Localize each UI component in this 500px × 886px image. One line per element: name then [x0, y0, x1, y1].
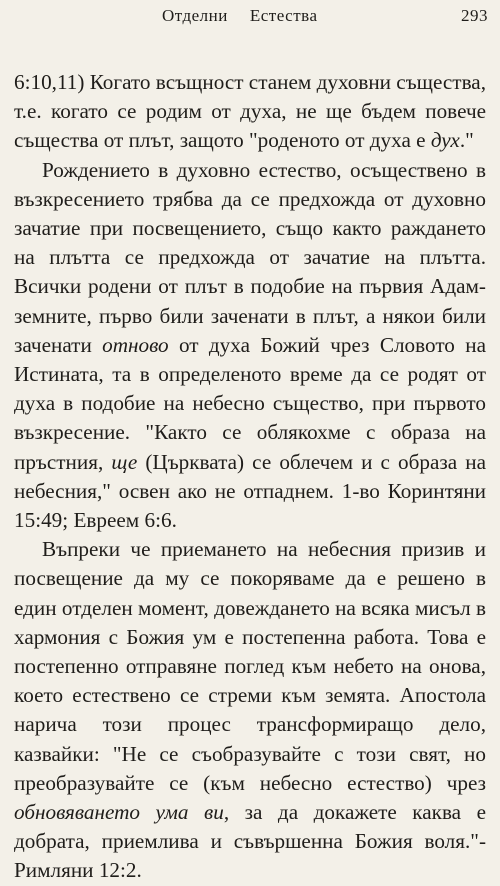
paragraph-2-emphasis-1: отново — [102, 332, 169, 357]
paragraph-1-text-b: ." — [459, 128, 474, 153]
paragraph-3 — [14, 535, 486, 885]
paragraph-2 — [14, 156, 486, 536]
paragraph-3-text-b: , за да докажете каква е добрата, приемлива и съвършенна Божия воля."- Римляни 12:2. — [14, 800, 486, 883]
paragraph-2-emphasis-2: ще — [111, 449, 138, 474]
paragraph-1 — [14, 68, 486, 156]
paragraph-3-emphasis: обновяването ума ви — [14, 800, 224, 825]
chapter-title — [162, 6, 318, 26]
chapter-title-word-2: Естества — [249, 6, 318, 25]
paragraph-1-text-a: 6:10,11) Когато всъщност станем духовни същества, т.е. когато се родим от духа, не ще бъдем повече същества от плът, защото "роденото от духа е — [14, 70, 486, 153]
running-head — [0, 6, 500, 32]
paragraph-2-text-c: (Църквата) се облечем и с образа на небесния," освен ако не отпаднем. 1-во Коринтяни 15:49; Евреем 6:6. — [14, 449, 486, 533]
paragraph-1-emphasis: дух — [430, 128, 460, 153]
paragraph-2-text-b: от духа Божий чрез Словото на Истината, та в определеното време да се родят от духа в подобие на небесно същество, при първото възкресение. "Както се облякохме с образа на пръстния, — [14, 332, 486, 474]
paragraph-2-text-a: Рождението в духовно естество, осъществено в възкресението трябва да се предхожда от духовно зачатие при посвещението, също както раждането на плътта се предхожда от зачатие на плътта. Всички родени от плът в подобие на първия Адам-земните, първо били заченати в плът, а някои били заченати — [14, 157, 486, 357]
paragraph-3-text-a: Въпреки че приемането на небесния призив и посвещение да му се покоряваме да е решено в един отделен момент, довеждането на всяка мисъл в хармония с Божия ум е постепенна работа. Това е постепенно отправяне поглед към небето на онова, което естествено се стреми към земята. Апостола нарича този процес трансформиращо дело, казвайки: "Не се съобразувайте с този свят, но преобразувайте се (към небесно естество) чрез — [14, 537, 486, 795]
body-text — [14, 68, 486, 886]
chapter-title-word-1: Отделни — [162, 6, 228, 25]
page-number: 293 — [461, 6, 488, 25]
